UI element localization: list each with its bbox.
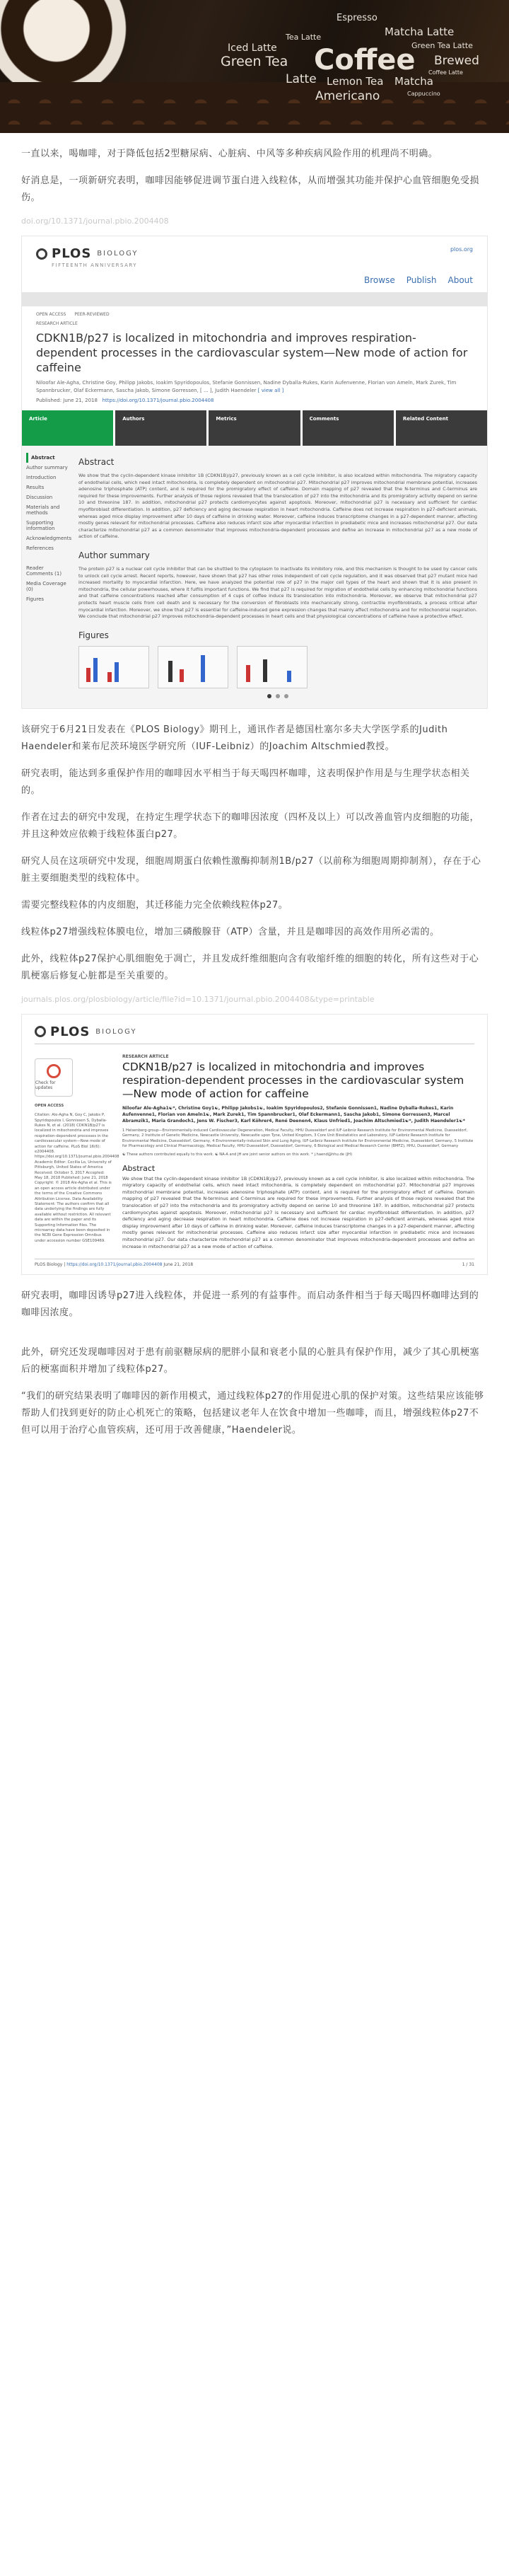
pdf-right-column xyxy=(122,1054,474,1251)
tab-related-content[interactable]: Related Content xyxy=(396,410,487,446)
paragraph: 一直以来，喝咖啡，对于降低包括2型糖尿病、心脏病、中风等多种疾病风险作用的机理尚不明确。 xyxy=(21,149,438,159)
open-access-badge: OPEN ACCESS xyxy=(36,312,66,317)
sidebar-item-introduction[interactable]: Introduction xyxy=(26,475,57,480)
plos-nav xyxy=(22,268,487,285)
figures-link[interactable]: Figures xyxy=(26,596,45,602)
pdf-page-number: 1 / 31 xyxy=(462,1262,474,1268)
citation-metadata: Citation: Ale-Agha N, Goy C, Jakobs P, Spyridopoulos I, Gonnissen S, Dyballa-Rukes N, et al. (2018) CDKN1B/p27 is localized in mitochondria and improves respiration-dependent processes in the cardiovascular system—New mode of action for caffeine. PLoS Biol 16(6): e2004408. https://doi.org/10.1371/journal.pbio.2004408 Academic Editor: Cecilia Lo, University of Pittsburgh, United States of America Received: October 3, 2017 Accepted: May 18, 2018 Published: June 21, 2018 Copyright: © 2018 Ale-Agha et al. This is an open access article distributed under the terms of the Creative Commons Attribution License. Data Availability Statement: The authors confirm that all data underlying the findings are fully available without restriction. All relevant data are within the paper and its Supporting Information files. The microarray data have been deposited in the NCBI Gene Expression Omnibus under accession number GSE109469. xyxy=(35,1113,119,1243)
sidebar-item-discussion[interactable]: Discussion xyxy=(26,495,53,500)
author-summary-heading: Author summary xyxy=(78,550,150,560)
pdf-link[interactable]: journals.plos.org/plosbiology/article/file?id=10.1371/journal.pbio.2004408&type=printable xyxy=(21,994,375,1004)
doi-link[interactable]: doi.org/10.1371/journal.pbio.2004408 xyxy=(21,216,169,226)
reader-comments-link[interactable]: Reader Comments (1) xyxy=(26,565,62,577)
nav-publish[interactable]: Publish xyxy=(406,275,437,285)
tab-comments[interactable]: Comments xyxy=(303,410,394,446)
tab-article[interactable]: Article xyxy=(22,410,113,446)
sidebar-item-author-summary[interactable]: Author summary xyxy=(26,465,68,470)
author-list: Niloofar Ale-Agha, Christine Goy, Philipp Jakobs, Ioakim Spyridopoulos, Stefanie Gonnissen, Nadine Dyballa-Rukes, Karin Aufenvenne, Florian von Ameln, Mark Zurek, Tim Spannbrucker, Olaf Eckermann, Sascha Jakob, Simone Gorressen, [ ... ], Judith Haendeler [ view all ] xyxy=(36,380,457,393)
check-updates-icon xyxy=(47,1064,61,1078)
paragraph: 需要完整线粒体的内皮细胞，其迁移能力完全依赖线粒体p27。 xyxy=(21,899,288,911)
plos-logo[interactable]: PLOS BIOLOGY xyxy=(36,246,138,261)
pdf-authors: Niloofar Ale-Agha1☯*, Christine Goy1☯, Philipp Jakobs1☯, Ioakim Spyridopoulos2, Stefanie Gonnissen1, Nadine Dyballa-Rukes1, Karin Aufenvenne1, Florian von Ameln1☯, Mark Zurek1, Tim Spannbrucker1, Olaf Eckermann1, Sascha Jakob1, Simone Gorressen3, Marcel Abramzik1, Maria Grandoch1, Jens W. Fischer3, Karl Köhrer4, René Deenen4, Klaus Unfried1, Joachim Altschmied1☯*, Judith Haendeler1☯* xyxy=(122,1105,465,1124)
word: Cappuccino xyxy=(407,91,440,97)
coffee-word-cloud xyxy=(195,13,492,119)
paragraph: 作者在过去的研究中发现，在持定生理学状态下的咖啡因浓度（四杯及以上）可以改善血管内皮细胞的功能，并且这种效应依赖于线粒体蛋白p27。 xyxy=(21,812,480,840)
word: Americano xyxy=(315,89,380,103)
word: Brewed xyxy=(434,54,479,68)
article-outline-sidebar xyxy=(22,453,71,701)
carousel-pagination xyxy=(78,694,477,698)
nav-browse[interactable]: Browse xyxy=(364,275,395,285)
anniversary-label: FIFTEENTH ANNIVERSARY xyxy=(52,262,138,268)
figure-thumbnail[interactable] xyxy=(158,646,228,688)
publication-info: Published: June 21, 2018 https://doi.org/10.1371/journal.pbio.2004408 xyxy=(36,398,214,403)
paragraph: 此外，研究还发现咖啡因对于患有前驱糖尿病的肥胖小鼠和衰老小鼠的心脏具有保护作用，减少了其心肌梗塞后的梗塞面积并增加了线粒体p27。 xyxy=(21,1347,480,1375)
word: Matcha Latte xyxy=(385,25,455,38)
word: Iced Latte xyxy=(228,42,277,54)
word: Coffee xyxy=(314,44,416,76)
carousel-dot[interactable] xyxy=(267,694,271,698)
figure-thumbnail[interactable] xyxy=(237,646,308,688)
research-article-label: RESEARCH ARTICLE xyxy=(122,1053,169,1059)
word: Lemon Tea xyxy=(327,75,384,88)
article-doi-link[interactable]: https://doi.org/10.1371/journal.pbio.2004408 xyxy=(102,398,214,403)
pdf-left-column xyxy=(35,1054,119,1251)
pdf-abstract-heading: Abstract xyxy=(122,1163,156,1173)
sidebar-item-supporting[interactable]: Supporting information xyxy=(26,520,55,531)
article-body xyxy=(0,146,509,1439)
plos-webpage-screenshot xyxy=(21,236,488,709)
abstract-heading: Abstract xyxy=(78,457,115,467)
figure-carousel xyxy=(78,646,477,688)
paragraph: 研究表明，能达到多重保护作用的咖啡因水平相当于每天喝四杯咖啡，这表明保护作用是与生理学状态相关的。 xyxy=(21,768,470,796)
sidebar-item-references[interactable]: References xyxy=(26,545,54,551)
plos-logo-icon xyxy=(36,248,47,260)
plos-org-link[interactable]: plos.org xyxy=(450,246,473,253)
paragraph: 研究人员在这项研究中发现，细胞周期蛋白依赖性激酶抑制剂1B/p27（以前称为细胞周期抑制剂），存在于心脏主要细胞类型的线粒体中。 xyxy=(21,855,481,884)
word: Matcha xyxy=(394,75,433,88)
pdf-title: CDKN1B/p27 is localized in mitochondria and improves respiration-dependent processes in the cardiovascular system—New mode of action for caffeine xyxy=(122,1060,464,1100)
sidebar-item-results[interactable]: Results xyxy=(26,485,45,490)
sidebar-item-acknowledgments[interactable]: Acknowledgments xyxy=(26,536,72,541)
figures-heading: Figures xyxy=(78,630,109,640)
open-access-label: OPEN ACCESS xyxy=(35,1103,64,1108)
pdf-abstract-text: We show that the cyclin-dependent kinase inhibitor 1B (CDKN1B)/p27, previously known as a cell cycle inhibitor, is also localized within mitochondria. The migratory capacity of endothelial cells, which need intact mitochondria, is completely dependent on mitochondrial p27. Mitochondrial p27 improves mitochondrial membrane potential, increases adenosine triphosphate (ATP) content, and is required for the promigratory effect of caffeine. Domain mapping of p27 revealed that the N-terminus and C-terminus are required for these improvements. Further analysis of those regions revealed that the translocation of p27 into the mitochondria and its promigratory activity depend on serine 10 and threonine 187. In addition, mitochondrial p27 protects cardiomyocytes against apoptosis. Moreover, mitochondrial p27 is necessary and sufficient for cardiac myofibroblast differentiation. In addition, p27 deficiency and aging decrease respiration in heart mitochondria. Caffeine does not increase respiration in p27-deficient animals, whereas aged mice display improvement after 10 days of caffeine in drinking water. Moreover, caffeine induces transcriptome changes in a p27-dependent manner, affecting mostly genes relevant for mitochondrial processes. Caffeine also reduces infarct size after myocardial infarction in prediabetic mice and increases mitochondrial p27. Our data characterize mitochondrial p27 as a common denominator that improves mitochondria-dependent processes and define an increase in mitochondrial p27 as a new mode of action of caffeine. xyxy=(122,1175,474,1249)
paragraph: 研究表明，咖啡因诱导p27进入线粒体，并促进一系列的有益事件。而启动条件相当于每天喝四杯咖啡达到的咖啡因浓度。 xyxy=(21,1290,479,1319)
word: Latte xyxy=(286,72,317,86)
sidebar-item-abstract[interactable]: Abstract xyxy=(26,453,71,463)
figure-thumbnail[interactable] xyxy=(78,646,149,688)
article-tabs xyxy=(22,410,487,446)
abstract-text: We show that the cyclin-dependent kinase inhibitor 1B (CDKN1B)/p27, previously known as a cell cycle inhibitor, is also localized within mitochondria. The migratory capacity of endothelial cells, which need intact mitochondria, is completely dependent on mitochondrial p27. Mitochondrial p27 improves mitochondrial membrane potential, increases adenosine triphosphate (ATP) content, and is required for the promigratory effect of caffeine. Domain mapping of p27 revealed that the N-terminus and C-terminus are required for these improvements. Further analysis of those regions revealed that the translocation of p27 into the mitochondria and its promigratory activity depend on serine 10 and threonine 187. In addition, mitochondrial p27 protects cardiomyocytes against apoptosis. Moreover, mitochondrial p27 is necessary and sufficient for cardiac myofibroblast differentiation. In addition, p27 deficiency and aging decrease respiration in heart mitochondria. Caffeine does not increase respiration in p27-deficient animals, whereas aged mice display improvement after 10 days of caffeine in drinking water. Moreover, caffeine induces transcriptome changes in a p27-dependent manner, affecting mostly genes relevant for mitochondrial processes. Caffeine also reduces infarct size after myocardial infarction in prediabetic mice and increases mitochondrial p27. Our data characterize mitochondrial p27 as a common denominator that improves mitochondria-dependent processes and define an increase in mitochondrial p27 as a new mode of action of caffeine. xyxy=(78,473,477,540)
paragraph: 好消息是，一项新研究表明，咖啡因能够促进调节蛋白进入线粒体，从而增强其功能并保护心血管细胞免受损伤。 xyxy=(21,175,480,203)
carousel-dot[interactable] xyxy=(276,694,280,698)
word: Tea Latte xyxy=(286,33,322,42)
plos-logo: PLOS BIOLOGY xyxy=(35,1024,136,1039)
paragraph: 此外，线粒体p27保护心肌细胞免于凋亡，并且发成纤维细胞向含有收缩纤维的细胞的转化，所有这些对于心肌梗塞后修复心脏都是至关重要的。 xyxy=(21,953,479,981)
paragraph: “我们的研究结果表明了咖啡因的新作用模式，通过线粒体p27的作用促进心肌的保护对策。这些结果应该能够帮助人们找到更好的防止心机死亡的策略，包括建议老年人在饮食中增加一些咖啡，而且，增强线粒体p27不但可以用于治疗心血管疾病，还可用于改善健康，”Haendeler说。 xyxy=(21,1391,484,1436)
coffee-hero-image xyxy=(0,0,509,133)
word: Green Tea xyxy=(221,54,288,69)
pdf-footer: PLOS Biology | https://doi.org/10.1371/journal.pbio.2004408 June 21, 2018 1 / 31 xyxy=(35,1259,474,1267)
pdf-footer-doi[interactable]: https://doi.org/10.1371/journal.pbio.2004408 xyxy=(66,1262,163,1268)
research-article-label: RESEARCH ARTICLE xyxy=(36,321,78,326)
paragraph: 该研究于6月21日发表在《PLOS Biology》期刊上，通讯作者是德国杜塞尔多夫大学医学系的Judith Haendeler和莱布尼茨环境医学研究所（IUF-Leibniz）的Joachim Altschmied教授。 xyxy=(21,724,448,752)
view-all-authors-link[interactable]: [ view all ] xyxy=(257,388,284,393)
tab-metrics[interactable]: Metrics xyxy=(209,410,300,446)
author-summary-text: The protein p27 is a nuclear cell cycle inhibitor that can be shuttled to the cytoplasm to inactivate its inhibitory role, and this mechanism is thought to be used by cancer cells to unlock cell cycle arrest. Recent reports, however, have shown that p27 has other roles independent of cell cycle regulation, and it was observed that p27 mutant mice had increased mortality to myocardial infarction. Here, we have analyzed the potential role of p27 in the major cell types of the heart and shown that it is also present in mitochondria, the cellular powerhouses, where it fulfils important functions. We find that p27 is required for migration of endothelial cells by enhancing mitochondrial functions and that caffeine concentrations reached after consumption of 4 cups of coffee induce its translocation into mitochondria. Moreover, we observe that mitochondrial p27 protects heart muscle cells from cell death and is necessary for the conversion of fibroblasts into mechanically strong, contractile myofibroblasts, a process critical after myocardial infarction. Moreover, we show that p27 is essential for caffeine-induced gene expression changes that mainly affect mitochondria and for mitochondrial respiration. We conclude that mitochondrial p27 improves mitochondria-dependent processes in heart cells and that physiological concentrations of caffeine have a protective effect. xyxy=(78,565,477,620)
media-coverage-link[interactable]: Media Coverage (0) xyxy=(26,581,66,592)
word: Green Tea Latte xyxy=(411,41,473,50)
sidebar-item-methods[interactable]: Materials and methods xyxy=(26,504,60,516)
paper-pdf-screenshot xyxy=(21,1014,488,1276)
plos-logo-icon xyxy=(35,1026,46,1037)
carousel-dot[interactable] xyxy=(284,694,288,698)
paragraph: 线粒体p27增强线粒体膜电位，增加三磷酸腺苷（ATP）含量，并且是咖啡因的高效作用所必需的。 xyxy=(21,926,440,937)
nav-about[interactable]: About xyxy=(447,275,473,285)
check-for-updates-badge[interactable]: Check for updates xyxy=(35,1058,73,1097)
article-title: CDKN1B/p27 is localized in mitochondria and improves respiration-dependent processes in the cardiovascular system—New mode of action for caffeine xyxy=(36,331,468,374)
peer-reviewed-badge: PEER-REVIEWED xyxy=(74,312,110,317)
word: Espresso xyxy=(337,13,378,23)
nav-divider xyxy=(22,292,487,306)
tab-authors[interactable]: Authors xyxy=(115,410,206,446)
word: Coffee Latte xyxy=(428,69,463,76)
pdf-affiliations: 1 Heisenberg-group—Environmentally-induced Cardiovascular Degeneration, Medical Faculty, HHU Duesseldorf and IUF-Leibniz Research Institute for Environmental Medicine, Duesseldorf, Germany, 2 Institute of Genetic Medicine, Newcastle University, Newcastle upon Tyne, United Kingdom, 3 Core Unit Biostatistics and Laboratory, IUF-Leibniz Research Institute for Environmental Medicine, Duesseldorf, Germany, 4 Environmentally-induced Skin and Lung Aging, IUF-Leibniz Research Institute for Environmental Medicine, Duesseldorf, Germany, 5 Institute for Pharmacology and Clinical Pharmacology, Medical Faculty, HHU Duesseldorf, Duesseldorf, Germany, 6 Biological and Medical Research Center (BMFZ), HHU, Duesseldorf, Germany xyxy=(122,1128,474,1149)
pdf-notes: ☯ These authors contributed equally to this work. ☯ NA-A and JH are joint senior authors on this work. * j.haend@hhu.de (JH) xyxy=(122,1153,353,1157)
